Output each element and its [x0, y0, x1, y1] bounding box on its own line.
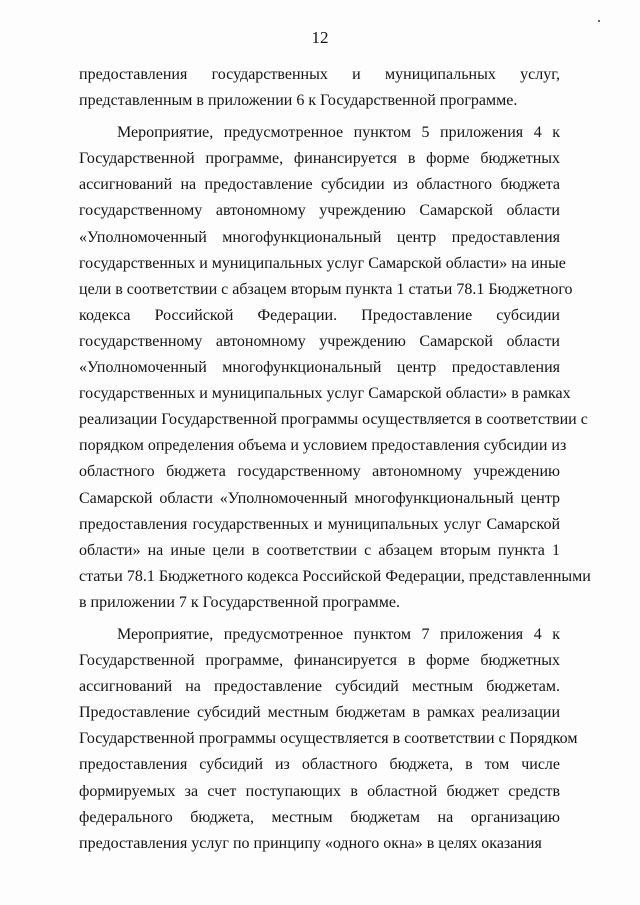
text-line: государственных и муниципальных услуг Самарской области» на иные: [79, 254, 566, 272]
text-line: реализации Государственной программы осуществляется в соответствии с: [79, 411, 588, 429]
text-line: области» на иные цели в соответствии с абзацем вторым пункта 1: [79, 541, 560, 559]
text-line: представленным в приложении 6 к Государственной программе.: [79, 92, 518, 110]
text-line: «Уполномоченный многофункциональный центр предоставления: [79, 228, 560, 246]
text-line: предоставления государственных и муниципальных услуг,: [79, 66, 560, 83]
paragraph-3: [79, 622, 578, 857]
paragraph-1: [79, 62, 560, 114]
text-line: Государственной программе, финансируется в форме бюджетных: [79, 150, 560, 168]
text-line: предоставления государственных и муниципальных услуг Самарской: [79, 515, 560, 533]
text-line: государственных и муниципальных услуг Самарской области» в рамках: [79, 385, 571, 403]
text-line: предоставления услуг по принципу «одного окна» в целях оказания: [79, 834, 542, 852]
text-line: государственному автономному учреждению Самарской области: [79, 202, 560, 220]
text-line: цели в соответствии с абзацем вторым пункта 1 статьи 78.1 Бюджетного: [79, 280, 573, 298]
text-line: «Уполномоченный многофункциональный центр предоставления: [79, 359, 560, 377]
text-line: ассигнований на предоставление субсидии из областного бюджета: [79, 176, 560, 194]
text-line: порядком определения объема и условием предоставления субсидии из: [79, 437, 567, 455]
text-line: государственному автономному учреждению Самарской области: [79, 332, 560, 350]
text-line: Мероприятие, предусмотренное пунктом 5 приложения 4 к: [117, 124, 560, 142]
text-line: в приложении 7 к Государственной программе.: [79, 593, 400, 611]
paragraph-2: [79, 120, 591, 616]
text-line: Государственной программы осуществляется в соответствии с Порядком: [79, 730, 578, 748]
text-line: Государственной программе, финансируется в форме бюджетных: [79, 652, 560, 670]
text-line: формируемых за счет поступающих в областной бюджет средств: [79, 782, 560, 800]
text-line: федерального бюджета, местным бюджетам на организацию: [79, 808, 560, 826]
scan-speck: [598, 20, 600, 22]
document-body: [79, 62, 591, 863]
text-line: Мероприятие, предусмотренное пунктом 7 приложения 4 к: [117, 625, 560, 643]
text-line: статьи 78.1 Бюджетного кодекса Российской Федерации, представленными: [79, 567, 591, 585]
text-line: предоставления субсидий из областного бюджета, в том числе: [79, 756, 560, 774]
text-line: Предоставление субсидий местным бюджетам в рамках реализации: [79, 704, 560, 722]
text-line: кодекса Российской Федерации. Предоставление субсидии: [79, 306, 560, 324]
page-number: 12: [311, 28, 329, 47]
text-line: Самарской области «Уполномоченный многофункциональный центр: [79, 489, 560, 507]
text-line: областного бюджета государственному автономному учреждению: [79, 463, 560, 481]
text-line: ассигнований на предоставление субсидий местным бюджетам.: [79, 678, 560, 696]
